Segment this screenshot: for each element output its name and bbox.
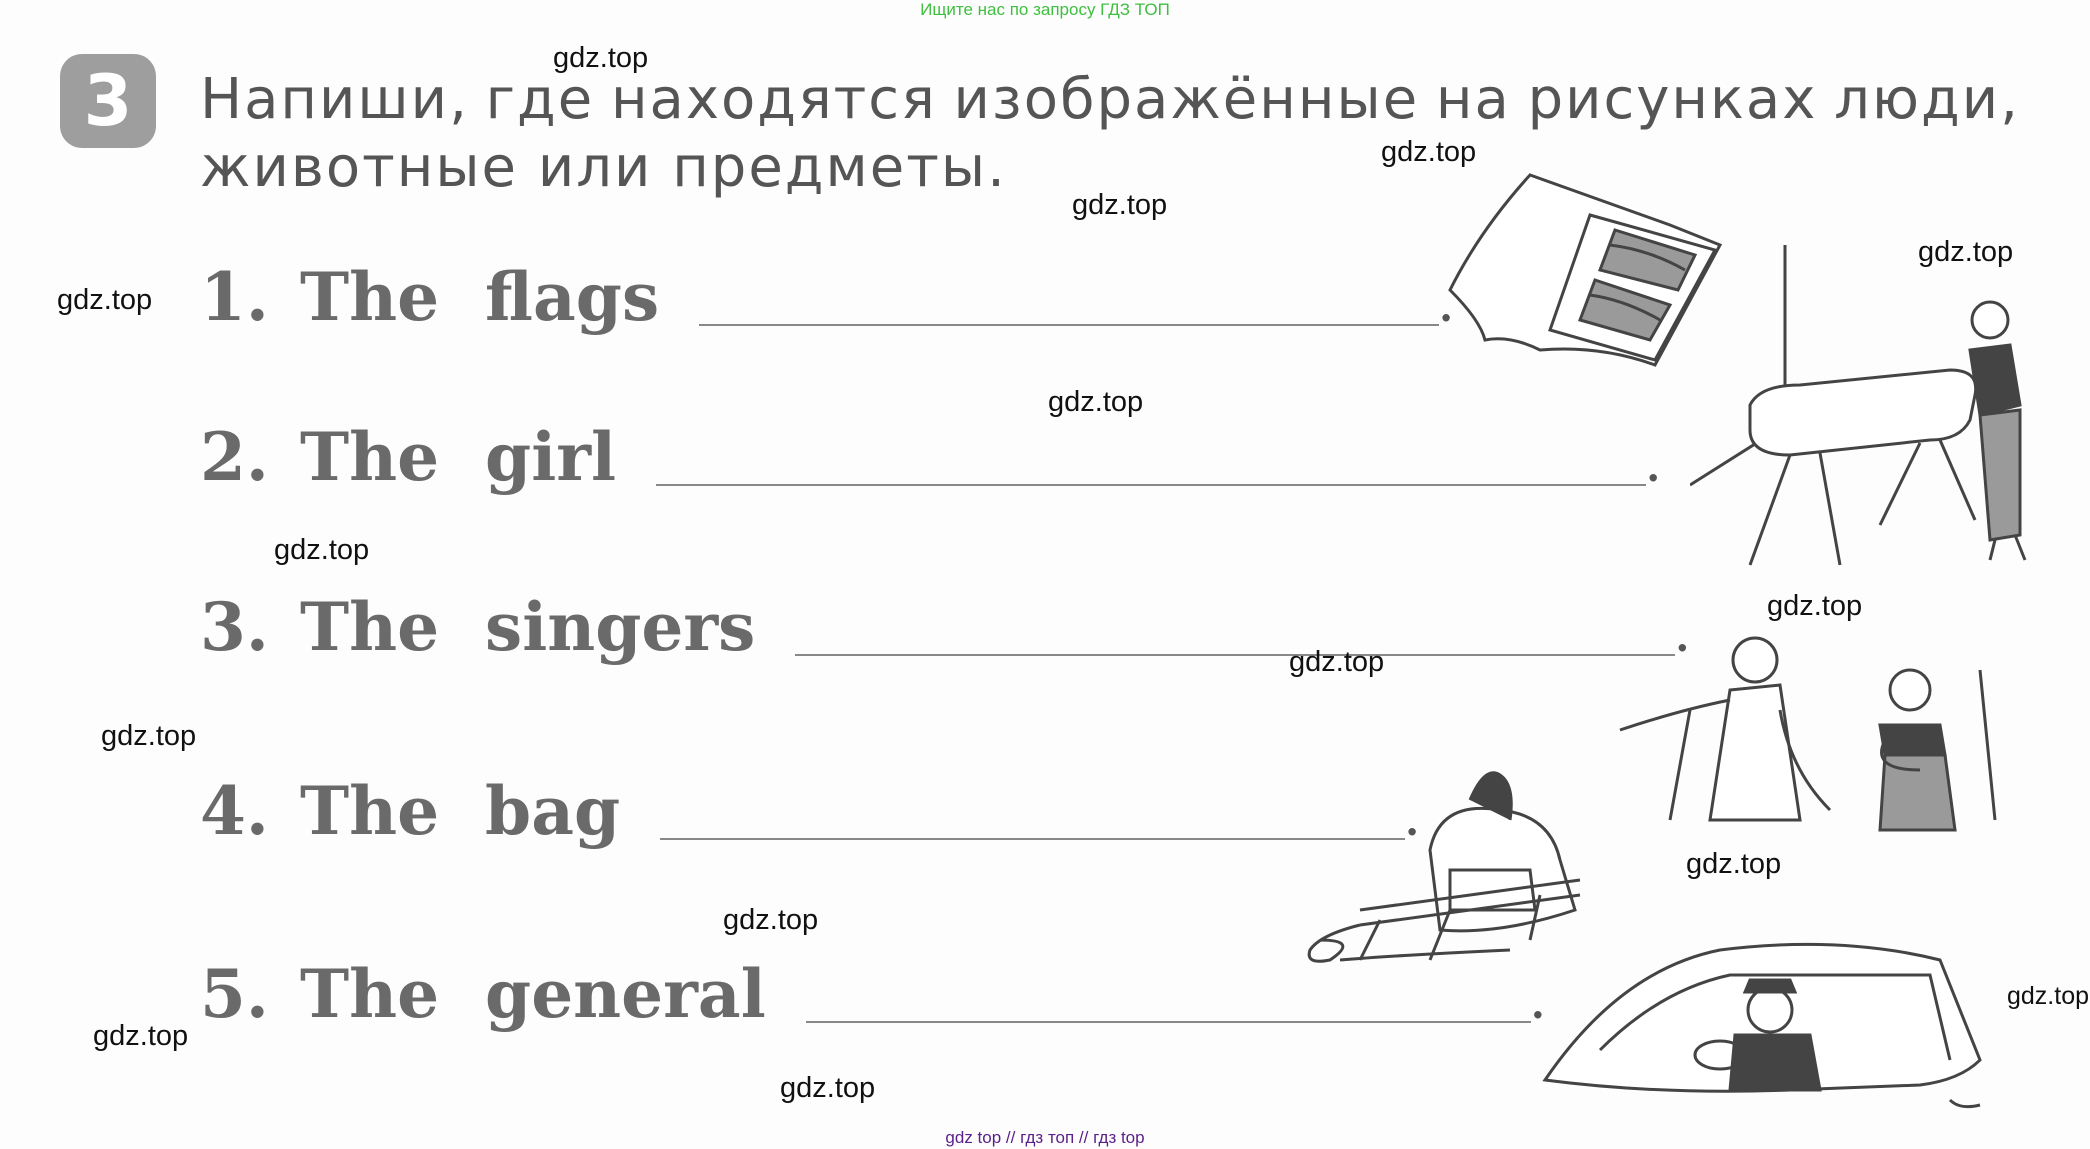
- watermark: gdz.top: [93, 1020, 189, 1052]
- watermark: gdz.top: [780, 1072, 876, 1104]
- exercise-item-1: [200, 258, 1439, 336]
- instruction-word: рисунках: [1527, 67, 1818, 132]
- item-number: 2.: [200, 418, 269, 496]
- exercise-item-2: [200, 418, 1646, 496]
- item-text: The flags: [300, 258, 660, 336]
- instruction-word: на: [1435, 67, 1511, 132]
- general-in-car-illustration: [1540, 930, 2000, 1120]
- watermark: gdz.top: [57, 284, 153, 316]
- watermark: gdz.top: [1767, 590, 1863, 622]
- exercise-item-4: [200, 772, 1405, 850]
- exercise-number-badge: 3: [60, 54, 156, 148]
- exercise-item-3: [200, 588, 1675, 666]
- footer-links[interactable]: gdz top // гдз топ // гдз top: [945, 1128, 1145, 1147]
- item-text: The bag: [300, 772, 621, 850]
- answer-line-1[interactable]: [699, 324, 1439, 326]
- watermark: gdz.top: [1289, 646, 1385, 678]
- instruction-word: изображённые: [953, 67, 1420, 132]
- watermark: gdz.top: [2007, 982, 2090, 1010]
- item-text: The girl: [300, 418, 617, 496]
- item-number: 3.: [200, 588, 269, 666]
- watermark: gdz.top: [1686, 848, 1782, 880]
- instruction: [200, 66, 2020, 202]
- watermark: gdz.top: [553, 42, 649, 74]
- singers-illustration: [1610, 630, 2010, 850]
- instruction-word: где: [485, 67, 595, 132]
- answer-line-4[interactable]: [660, 838, 1405, 840]
- instruction-line-1: [200, 66, 2020, 134]
- item-number: 1.: [200, 258, 269, 336]
- item-text: The singers: [300, 588, 756, 666]
- answer-line-5[interactable]: [806, 1021, 1531, 1023]
- item-number: 4.: [200, 772, 269, 850]
- flags-book-illustration: [1440, 170, 1730, 370]
- instruction-word: Напиши,: [200, 67, 469, 132]
- watermark: gdz.top: [1048, 386, 1144, 418]
- watermark: gdz.top: [1381, 136, 1477, 168]
- watermark: gdz.top: [274, 534, 370, 566]
- instruction-line-2: животные или предметы.: [200, 135, 1007, 200]
- top-banner[interactable]: Ищите нас по запросу ГДЗ ТОП: [920, 0, 1170, 19]
- instruction-word: находятся: [610, 67, 937, 132]
- item-number: 5.: [200, 955, 269, 1033]
- instruction-word: люди,: [1834, 67, 2020, 132]
- watermark: gdz.top: [1918, 236, 2014, 268]
- answer-line-2[interactable]: [656, 484, 1646, 486]
- watermark: gdz.top: [1072, 189, 1168, 221]
- item-text: The general: [300, 955, 766, 1033]
- girl-gym-illustration: [1690, 245, 2070, 585]
- answer-line-3[interactable]: [795, 654, 1675, 656]
- watermark: gdz.top: [723, 904, 819, 936]
- watermark: gdz.top: [101, 720, 197, 752]
